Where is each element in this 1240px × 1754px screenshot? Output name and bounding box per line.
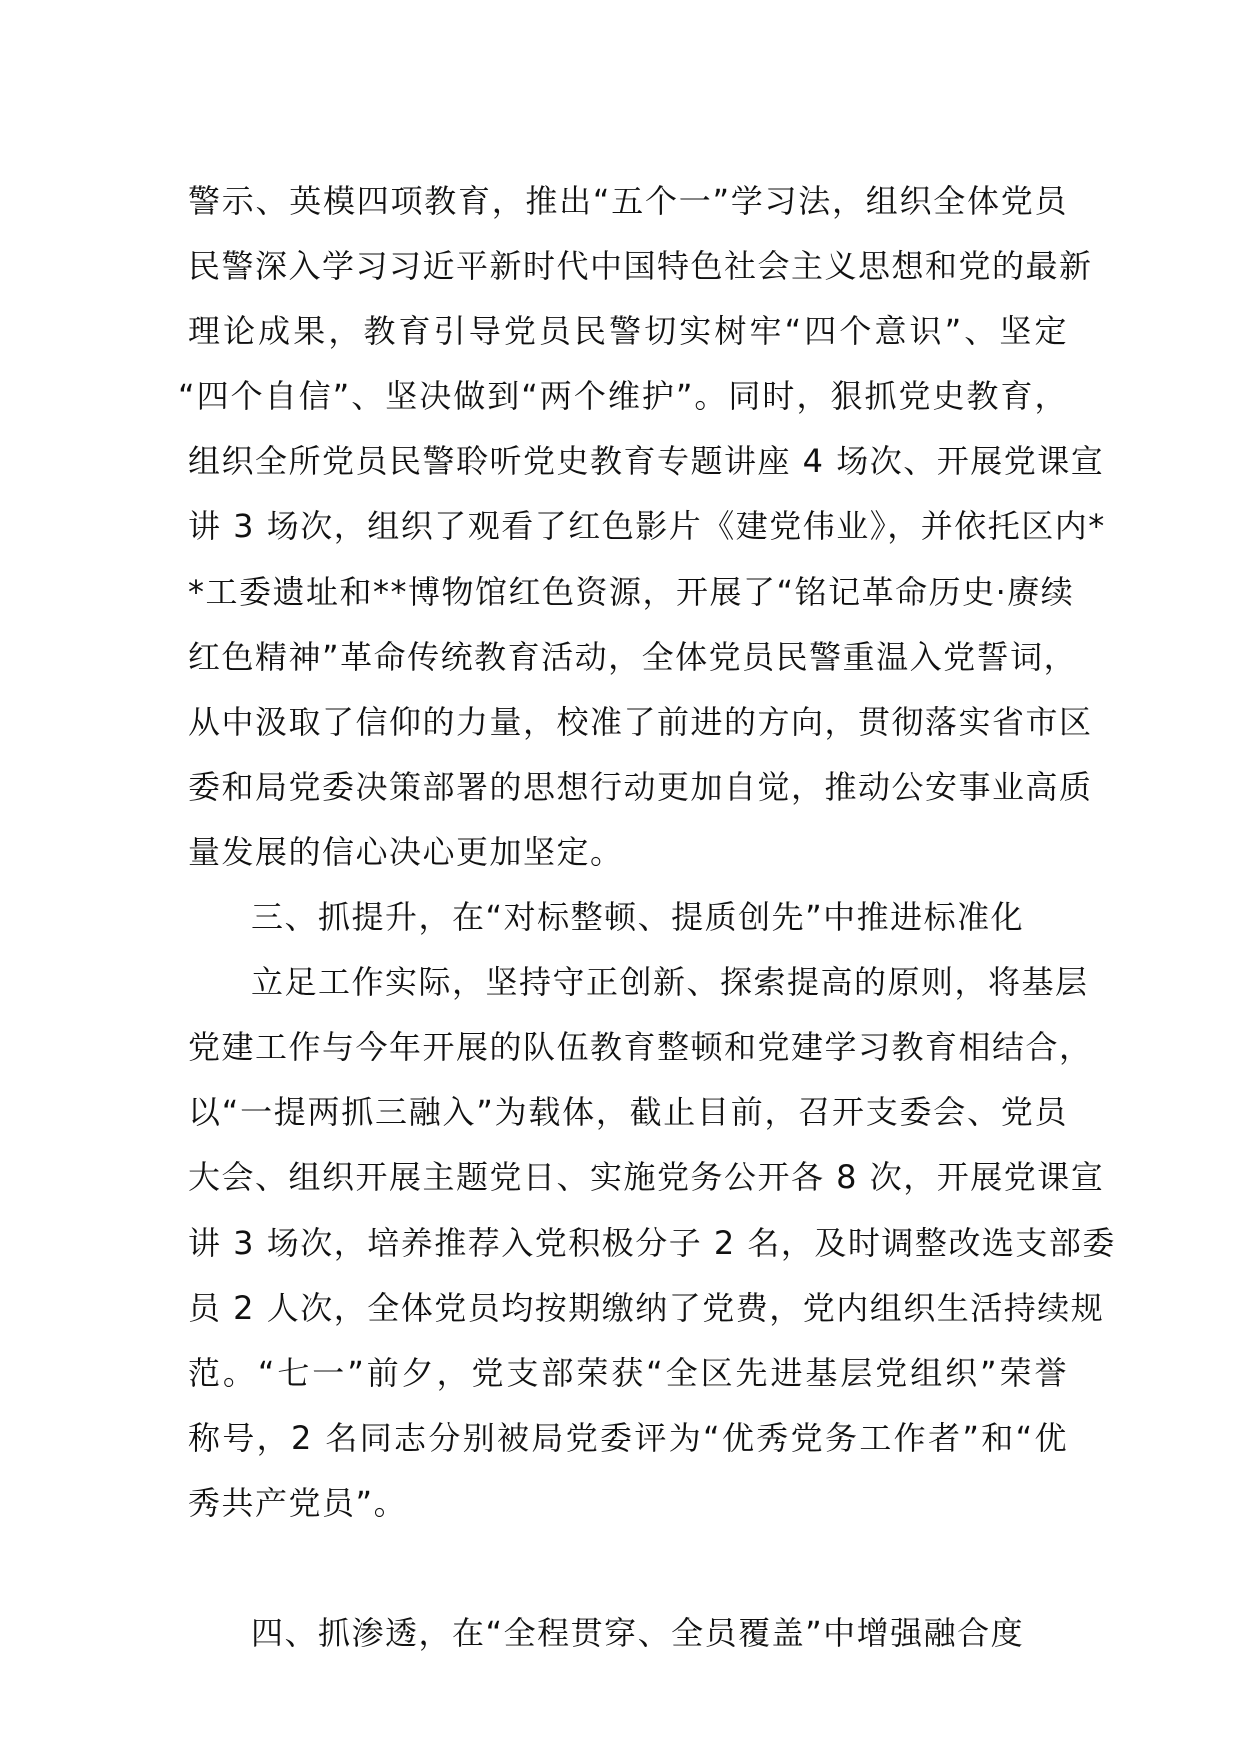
text-line: 以“一提两抓三融入”为载体，截止目前，召开支委会、党员 xyxy=(188,1093,1068,1132)
text-line: 范。“七一”前夕，党支部荣获“全区先进基层党组织”荣誉 xyxy=(188,1353,1068,1392)
text-line: 党建工作与今年开展的队伍教育整顿和党建学习教育相结合， xyxy=(188,1028,1093,1067)
text-line: *工委遗址和**博物馆红色资源，开展了“铭记革命历史·赓续 xyxy=(188,572,1075,611)
text-line: 大会、组织开展主题党日、实施党务公开各 8 次，开展党课宣 xyxy=(188,1158,1105,1197)
text-line: 讲 3 场次，组织了观看了红色影片《建党伟业》，并依托区内* xyxy=(188,507,1106,546)
text-line: 警示、英模四项教育，推出“五个一”学习法，组织全体党员 xyxy=(188,182,1068,220)
text-line: 理论成果，教育引导党员民警切实树牢“四个意识”、坚定 xyxy=(188,312,1068,351)
document-body xyxy=(178,169,1116,1666)
text-line: 红色精神”革命传统教育活动，全体党员民警重温入党誓词， xyxy=(188,637,1078,676)
paragraph-last-line: 量发展的信心决心更加坚定。 xyxy=(188,832,624,871)
text-line: “四个自信”、坚决做到“两个维护”。同时，狠抓党史教育， xyxy=(178,377,1068,416)
blank-line xyxy=(188,1536,1068,1601)
paragraph-last-line: 秀共产党员”。 xyxy=(188,1483,408,1522)
text-line: 民警深入学习习近平新时代中国特色社会主义思想和党的最新 xyxy=(188,247,1093,286)
text-line: 员 2 人次，全体党员均按期缴纳了党费，党内组织生活持续规 xyxy=(188,1288,1105,1327)
section-heading: 四、抓渗透，在“全程贯穿、全员覆盖”中增强融合度 xyxy=(251,1614,1025,1653)
text-line: 从中汲取了信仰的力量，校准了前进的方向，贯彻落实省市区 xyxy=(188,702,1093,741)
text-line: 委和局党委决策部署的思想行动更加自觉，推动公安事业高质 xyxy=(188,767,1093,806)
text-line: 称号，2 名同志分别被局党委评为“优秀党务工作者”和“优 xyxy=(188,1418,1068,1457)
text-line: 讲 3 场次，培养推荐入党积极分子 2 名，及时调整改选支部委 xyxy=(188,1223,1116,1262)
paragraph-first-line: 立足工作实际，坚持守正创新、探索提高的原则，将基层 xyxy=(251,963,1089,1002)
section-heading: 三、抓提升，在“对标整顿、提质创先”中推进标准化 xyxy=(251,898,1025,937)
text-line: 组织全所党员民警聆听党史教育专题讲座 4 场次、开展党课宣 xyxy=(188,442,1105,481)
